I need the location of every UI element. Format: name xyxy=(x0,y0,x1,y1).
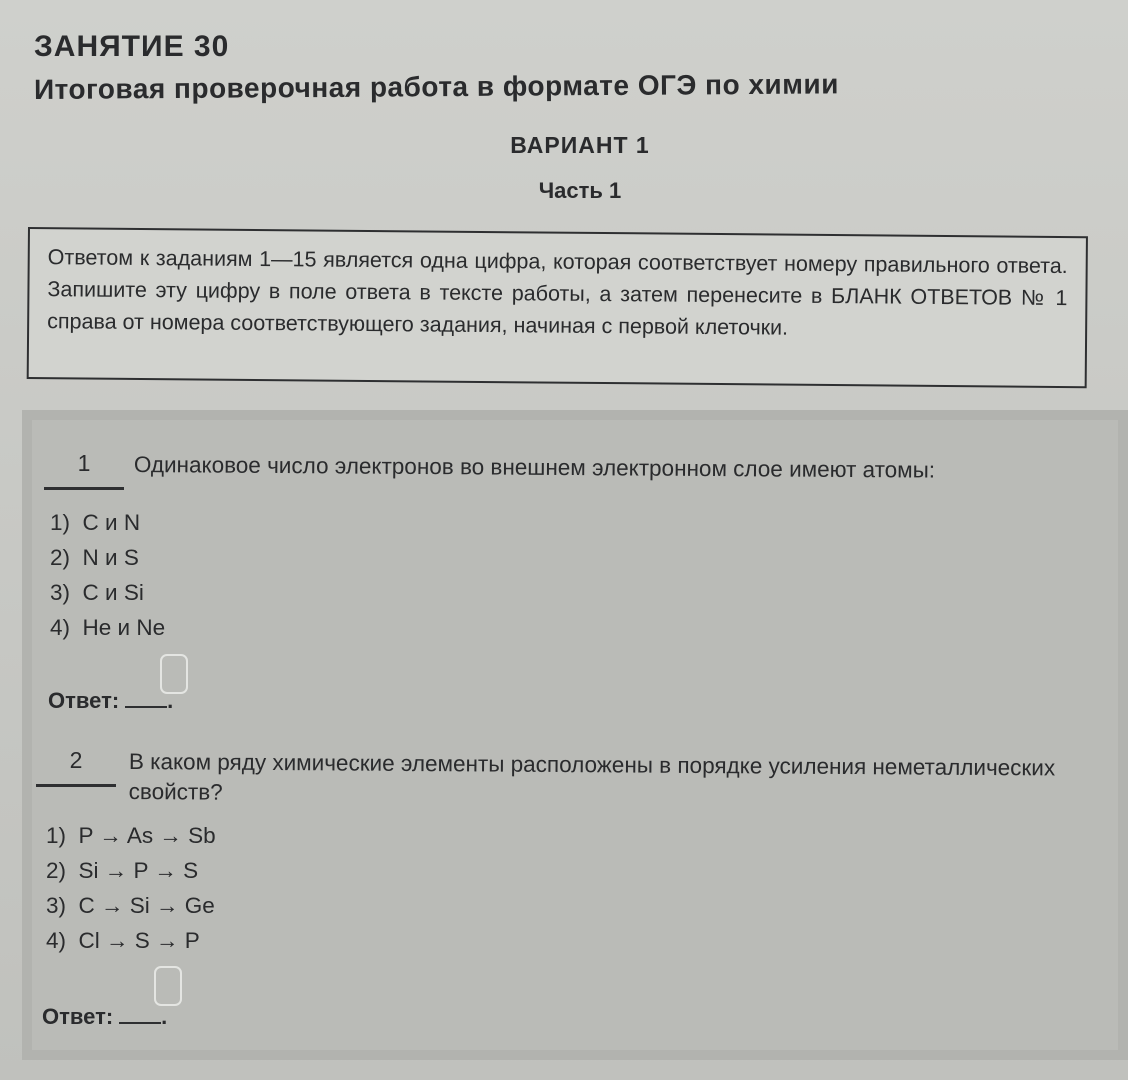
option-item: 3) C → Si → Ge xyxy=(46,893,215,918)
option-item: 2) Si → P → S xyxy=(46,858,199,883)
page-title: Итоговая проверочная работа в формате ОГЭ по химии xyxy=(33,68,839,105)
instruction-text: Ответом к заданиям 1—15 является одна цифра, которая соответствует номеру правильного ответа. Запишите эту цифру в поле ответа в тексте работы, а затем перенесите в БЛАНК ОТВЕТОВ № 1 справа от номера соответствующего задания, начиная с первой клеточки. xyxy=(47,245,1068,340)
instruction-box xyxy=(27,227,1088,388)
option-item: 2) N и S xyxy=(50,545,139,570)
answer-row xyxy=(48,686,173,714)
option-item: 4) He и Ne xyxy=(50,615,166,640)
task-number: 1 xyxy=(44,450,124,490)
answer-label: Ответ: xyxy=(42,1004,114,1029)
answer-end: . xyxy=(167,688,174,713)
task-number: 2 xyxy=(36,747,116,787)
option-item: 3) C и Si xyxy=(50,580,144,605)
answer-line[interactable] xyxy=(125,686,167,708)
task-options xyxy=(46,818,216,958)
answer-end: . xyxy=(161,1004,168,1029)
answer-label: Ответ: xyxy=(48,688,120,713)
option-item: 1) P → As → Sb xyxy=(46,823,216,848)
answer-line[interactable] xyxy=(119,1002,161,1024)
answer-row xyxy=(42,1002,167,1030)
part-heading: Часть 1 xyxy=(538,178,622,203)
task-question: Одинаковое число электронов во внешнем электронном слое имеют атомы: xyxy=(133,451,936,483)
lesson-number: ЗАНЯТИЕ 30 xyxy=(34,30,230,63)
variant-heading: ВАРИАНТ 1 xyxy=(510,132,650,158)
answer-cell[interactable] xyxy=(154,966,182,1006)
task-options xyxy=(50,505,165,645)
option-item: 1) C и N xyxy=(50,510,141,535)
option-item: 4) Cl → S → P xyxy=(46,928,200,953)
tasks-panel xyxy=(22,410,1128,1060)
task-question: В каком ряду химические элементы расположены в порядке усиления неметаллических свойств? xyxy=(128,748,1056,805)
